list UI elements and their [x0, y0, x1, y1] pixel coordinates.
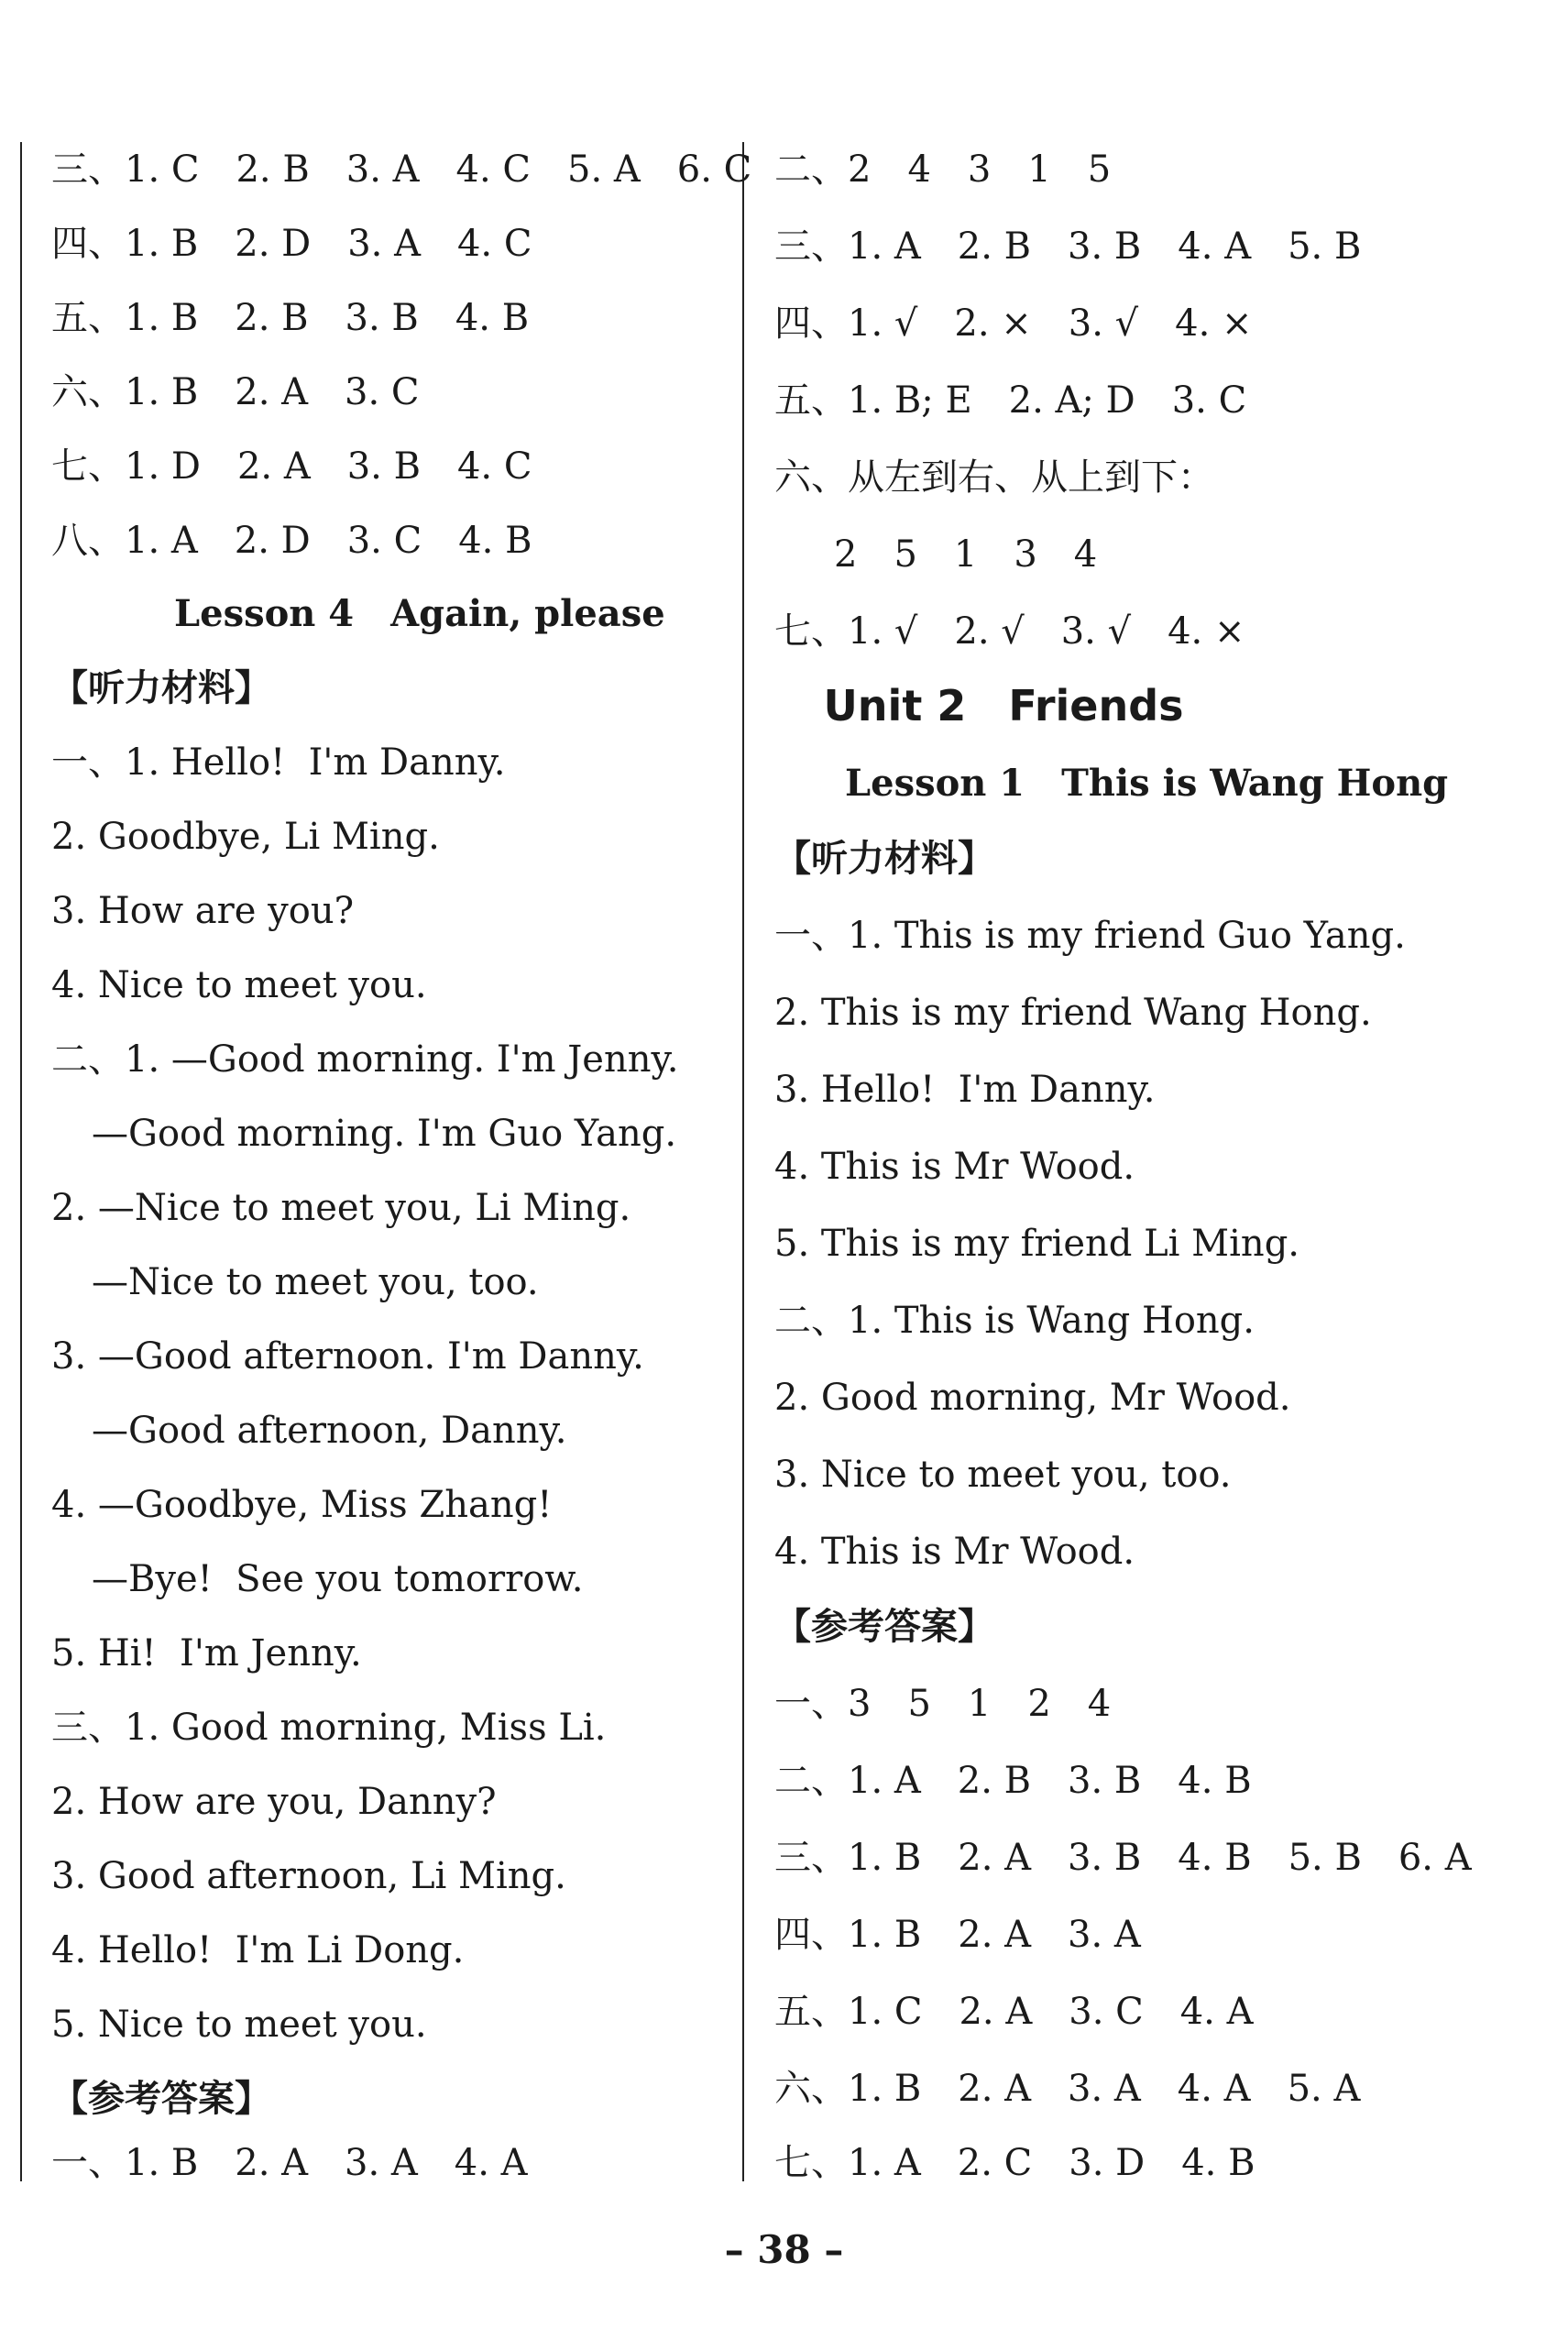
listening-line: 三、1. Good morning, Miss Li.: [51, 1707, 607, 1749]
listening-line: 4. This is Mr Wood.: [774, 1146, 1135, 1188]
listening-line: 4. This is Mr Wood.: [774, 1531, 1135, 1573]
answer-line: 二、1. A 2. B 3. B 4. B: [774, 1760, 1252, 1802]
listening-line: 2. This is my friend Wang Hong.: [774, 992, 1372, 1034]
listening-line: 4. Nice to meet you.: [51, 964, 427, 1006]
answer-line: 四、1. B 2. D 3. A 4. C: [51, 223, 532, 265]
answer-line: 七、1. D 2. A 3. B 4. C: [51, 445, 532, 488]
listening-line: 3. Good afternoon, Li Ming.: [51, 1855, 566, 1897]
listening-line: 3. How are you?: [51, 890, 355, 932]
listening-line: —Good afternoon, Danny.: [92, 1410, 567, 1452]
listening-materials-tag: 【听力材料】: [774, 838, 994, 880]
answer-line: 八、1. A 2. D 3. C 4. B: [51, 520, 532, 562]
listening-line: —Nice to meet you, too.: [92, 1261, 539, 1303]
listening-line: —Bye! See you tomorrow.: [92, 1558, 584, 1600]
answer-line: 六、1. B 2. A 3. A 4. A 5. A: [774, 2068, 1361, 2110]
answer-line: 七、1. A 2. C 3. D 4. B: [774, 2142, 1255, 2184]
answer-line: 四、1. √ 2. × 3. √ 4. ×: [774, 302, 1253, 345]
answer-line: 七、1. √ 2. √ 3. √ 4. ×: [774, 610, 1245, 653]
reference-answers-tag: 【参考答案】: [51, 2078, 271, 2120]
listening-line: —Good morning. I'm Guo Yang.: [92, 1113, 677, 1155]
listening-line: 5. This is my friend Li Ming.: [774, 1223, 1300, 1265]
listening-line: 3. Nice to meet you, too.: [774, 1454, 1232, 1496]
answer-line: 五、1. C 2. A 3. C 4. A: [774, 1991, 1254, 2033]
listening-line: 4. Hello! I'm Li Dong.: [51, 1929, 465, 1971]
answer-line: 六、从左到右、从上到下：: [774, 456, 1214, 499]
listening-line: 2. How are you, Danny?: [51, 1781, 497, 1823]
listening-line: 二、1. This is Wang Hong.: [774, 1300, 1255, 1342]
listening-line: 2. —Nice to meet you, Li Ming.: [51, 1187, 631, 1229]
listening-line: 4. —Goodbye, Miss Zhang!: [51, 1484, 553, 1526]
listening-line: 一、1. Hello! I'm Danny.: [51, 741, 506, 784]
answer-line: 五、1. B 2. B 3. B 4. B: [51, 297, 530, 339]
answer-line: 一、1. B 2. A 3. A 4. A: [51, 2142, 528, 2184]
answer-line: 六、1. B 2. A 3. C: [51, 371, 420, 413]
listening-line: 2. Goodbye, Li Ming.: [51, 816, 440, 858]
reference-answers-tag: 【参考答案】: [774, 1606, 994, 1648]
answer-line: 三、1. A 2. B 3. B 4. A 5. B: [774, 225, 1362, 268]
column-divider: [742, 142, 744, 2181]
page-number: – 38 –: [724, 2227, 844, 2272]
left-margin-rule: [20, 142, 22, 2181]
answer-line: 五、1. B; E 2. A; D 3. C: [774, 379, 1247, 422]
answer-line: 一、3 5 1 2 4: [774, 1683, 1112, 1725]
listening-line: 3. —Good afternoon. I'm Danny.: [51, 1335, 644, 1378]
lesson-heading: Lesson 4 Again, please: [174, 592, 665, 635]
listening-line: 5. Hi! I'm Jenny.: [51, 1632, 362, 1675]
answer-line: 二、2 4 3 1 5: [774, 148, 1112, 191]
answer-line: 三、1. C 2. B 3. A 4. C 5. A 6. C: [51, 148, 752, 191]
listening-line: 一、1. This is my friend Guo Yang.: [774, 915, 1406, 957]
listening-materials-tag: 【听力材料】: [51, 667, 271, 709]
lesson-heading: Lesson 1 This is Wang Hong: [845, 762, 1449, 805]
listening-line: 2. Good morning, Mr Wood.: [774, 1377, 1291, 1419]
listening-line: 二、1. —Good morning. I'm Jenny.: [51, 1038, 679, 1081]
answer-line: 三、1. B 2. A 3. B 4. B 5. B 6. A: [774, 1837, 1472, 1879]
listening-line: 3. Hello! I'm Danny.: [774, 1069, 1156, 1111]
unit-heading: Unit 2 Friends: [823, 681, 1184, 730]
answer-line: 2 5 1 3 4: [834, 533, 1098, 576]
listening-line: 5. Nice to meet you.: [51, 2004, 427, 2046]
answer-line: 四、1. B 2. A 3. A: [774, 1914, 1141, 1956]
